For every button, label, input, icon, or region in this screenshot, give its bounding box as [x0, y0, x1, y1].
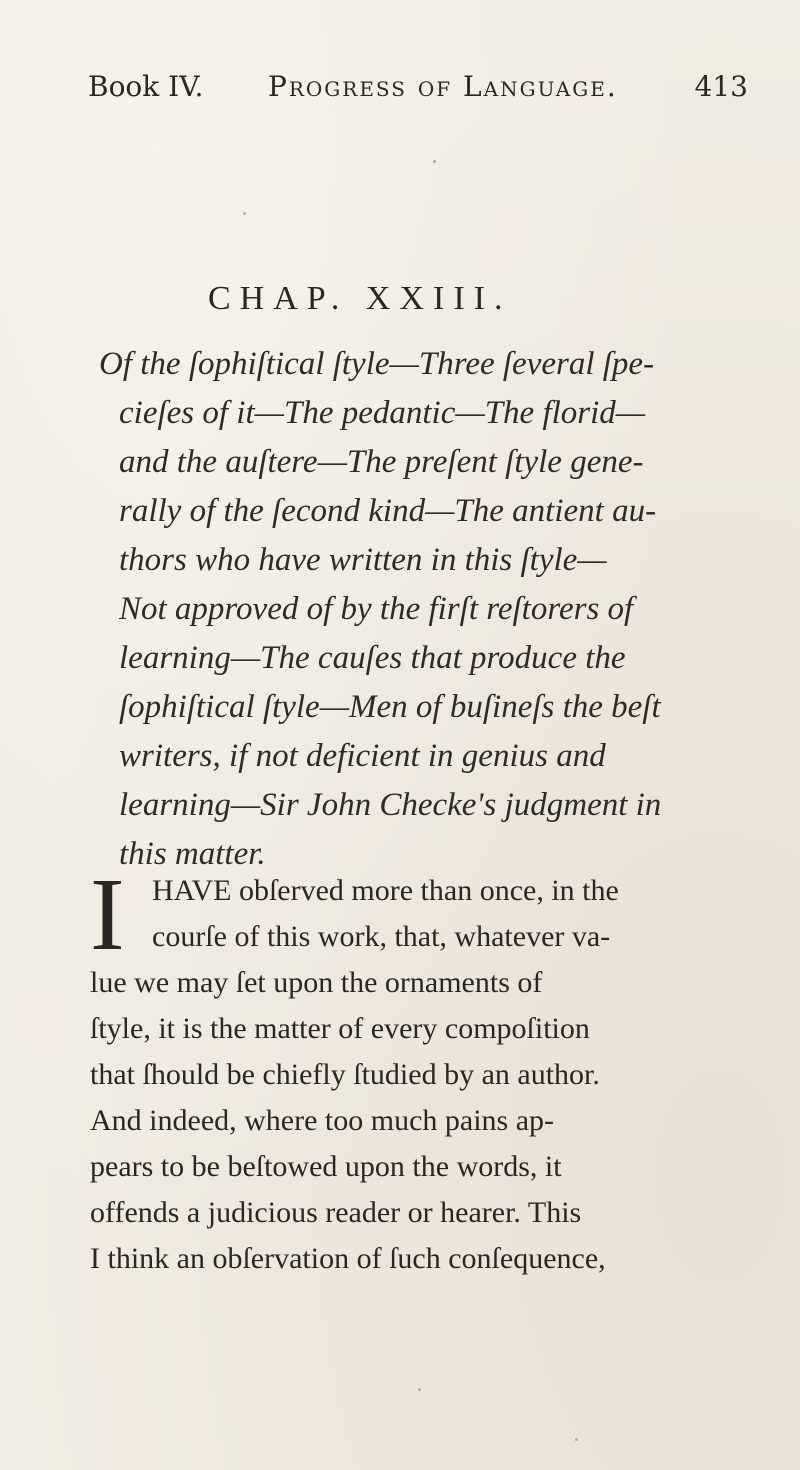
- running-head-book: Book IV.: [88, 70, 204, 103]
- body-line: I think an obſervation of ſuch conſequence,: [90, 1242, 606, 1275]
- paper-speck: [575, 1438, 578, 1441]
- argument-line: and the auſtere—The preſent ſtyle gene-: [119, 444, 644, 480]
- body-line: pears to be beſtowed upon the words, it: [90, 1150, 562, 1183]
- body-text: [90, 857, 730, 1282]
- body-line: courſe of this work, that, whatever va-: [152, 920, 611, 953]
- argument-line: Not approved of by the firſt reſtorers of: [119, 591, 634, 627]
- body-line: And indeed, where too much pains ap-: [90, 1104, 555, 1137]
- body-line: ſtyle, it is the matter of every compoſition: [90, 1012, 590, 1045]
- argument-line: writers, if not deficient in genius and: [119, 738, 606, 774]
- argument-line: cieſes of it—The pedantic—The florid—: [119, 395, 646, 431]
- argument-line: thors who have written in this ſtyle—: [119, 542, 607, 578]
- drop-cap: I: [90, 857, 125, 972]
- argument-line: ſophiſtical ſtyle—Men of buſineſs the beſt: [119, 689, 661, 725]
- body-line: lue we may ſet upon the ornaments of: [90, 966, 543, 999]
- opening-paragraph-start: [90, 857, 730, 972]
- argument-line: this matter.: [119, 836, 266, 872]
- chapter-heading: CHAP. XXIII.: [208, 280, 512, 317]
- argument-line: rally of the ſecond kind—The antient au-: [119, 493, 657, 529]
- body-line: offends a judicious reader or hearer. This: [90, 1196, 582, 1229]
- argument-line: learning—Sir John Checke's judgment in: [119, 787, 662, 823]
- body-line: HAVE obſerved more than once, in the: [152, 874, 619, 907]
- paper-speck: [418, 1388, 421, 1391]
- argument-line: learning—The cauſes that produce the: [119, 640, 626, 676]
- running-head-title: Progress of Language.: [268, 70, 618, 103]
- page-number: 413: [694, 70, 748, 103]
- paper-speck: [243, 212, 246, 215]
- argument-line: Of the ſophiſtical ſtyle—Three ſeveral ſpe-: [99, 346, 655, 382]
- chapter-argument: [89, 340, 729, 879]
- paper-speck: [433, 160, 436, 163]
- running-head: [88, 70, 748, 110]
- body-line: that ſhould be chiefly ſtudied by an author.: [90, 1058, 600, 1091]
